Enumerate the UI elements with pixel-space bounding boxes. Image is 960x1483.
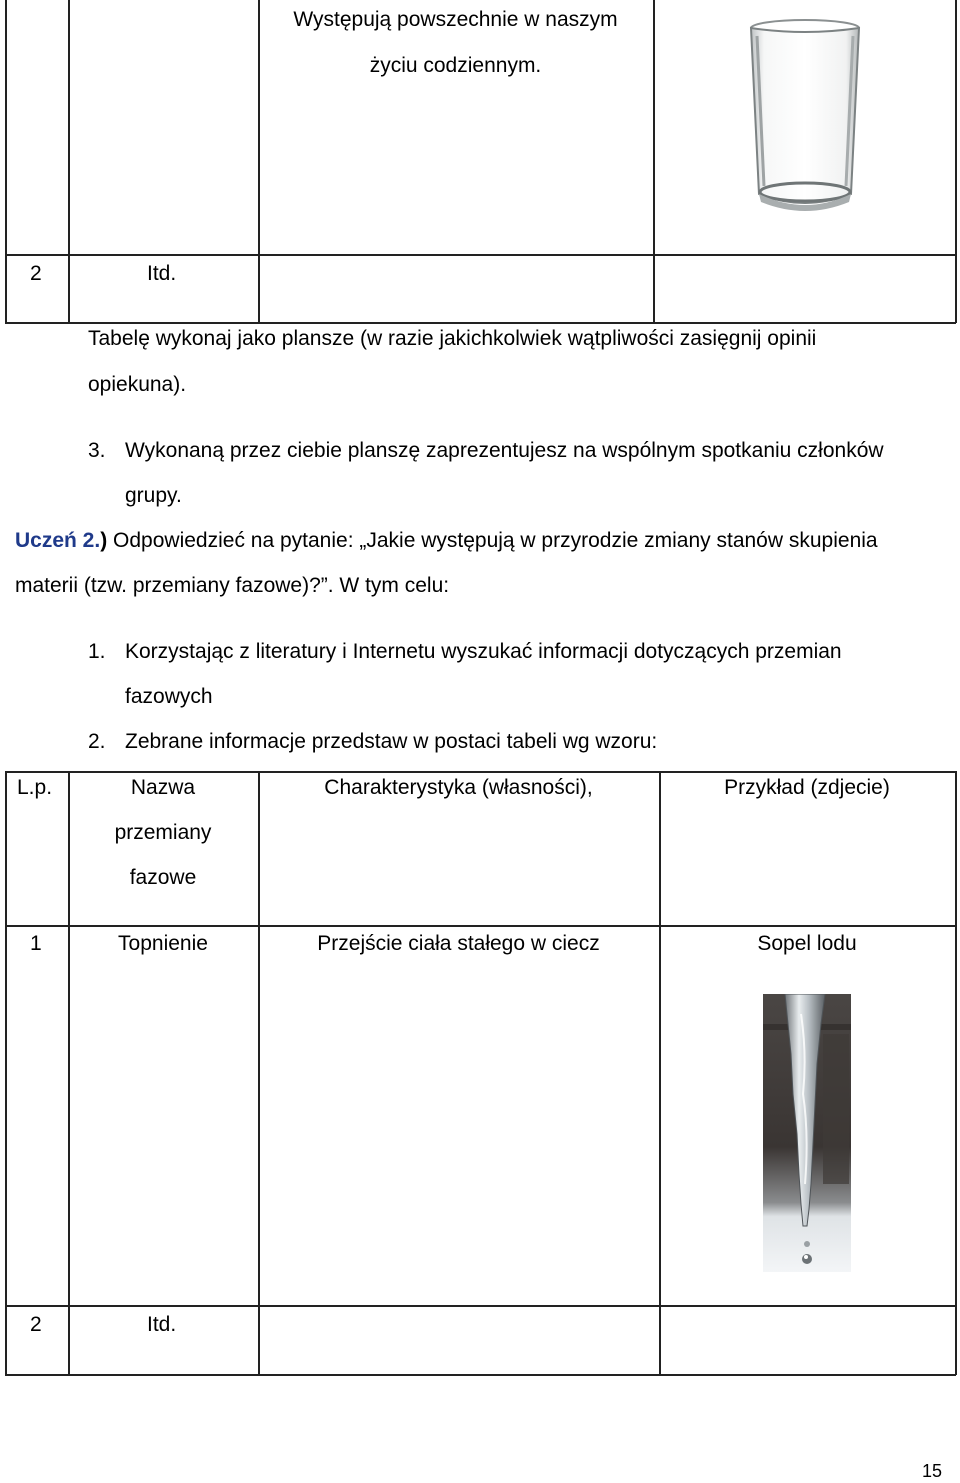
icicle-image <box>763 994 851 1272</box>
step-2-number: 2. <box>88 730 106 753</box>
step-1-number: 1. <box>88 640 106 663</box>
step-1-line-1: Korzystając z literatury i Internetu wyszukać informacji dotyczących przemian <box>125 640 842 663</box>
characteristics-line-1: Występują powszechnie w naszym <box>293 8 618 31</box>
step-1-line-2: fazowych <box>125 685 213 708</box>
header-example: Przykład (zdjecie) <box>724 776 890 799</box>
instruction-line-1: Tabelę wykonaj jako plansze (w razie jakichkolwiek wątpliwości zasięgnij opinii <box>88 327 817 350</box>
row-1-characteristics: Przejście ciała stałego w ciecz <box>317 932 600 955</box>
glass-image <box>745 16 865 216</box>
task-intro: Odpowiedzieć na pytanie: <box>107 529 360 552</box>
row-1-number: 1 <box>30 932 42 955</box>
student-2-task <box>15 529 878 553</box>
item-3-line-2: grupy. <box>125 484 182 507</box>
header-name-line-1: Nazwa <box>130 776 196 799</box>
quote-open: „ <box>359 529 367 552</box>
student-2-label: Uczeń 2. <box>15 529 101 552</box>
row-1-name: Topnienie <box>118 932 208 955</box>
characteristics-line-2: życiu codziennym. <box>369 54 542 77</box>
instruction-line-2: opiekuna). <box>88 373 187 396</box>
question-line-1: Jakie występują w przyrodzie zmiany stanów skupienia <box>366 529 878 552</box>
step-2-line-1: Zebrane informacje przedstaw w postaci tabeli wg wzoru: <box>125 730 658 753</box>
row-2-name: Itd. <box>147 1313 177 1336</box>
row-2-number: 2 <box>30 262 42 285</box>
item-3-number: 3. <box>88 439 106 462</box>
row-2-name: Itd. <box>147 262 177 285</box>
question-line-2: materii (tzw. przemiany fazowe)?”. W tym celu: <box>15 574 450 597</box>
item-3-line-1: Wykonaną przez ciebie planszę zaprezentujesz na wspólnym spotkaniu członków <box>125 439 884 462</box>
header-name-line-3: fazowe <box>129 866 197 889</box>
row-2-number: 2 <box>30 1313 42 1336</box>
row-1-example: Sopel lodu <box>757 932 857 955</box>
header-characteristics: Charakterystyka (własności), <box>324 776 593 799</box>
student-2-paren: ) <box>100 529 108 552</box>
page-number: 15 <box>922 1461 943 1481</box>
header-name-line-2: przemiany <box>114 821 212 844</box>
header-lp: L.p. <box>17 776 53 799</box>
